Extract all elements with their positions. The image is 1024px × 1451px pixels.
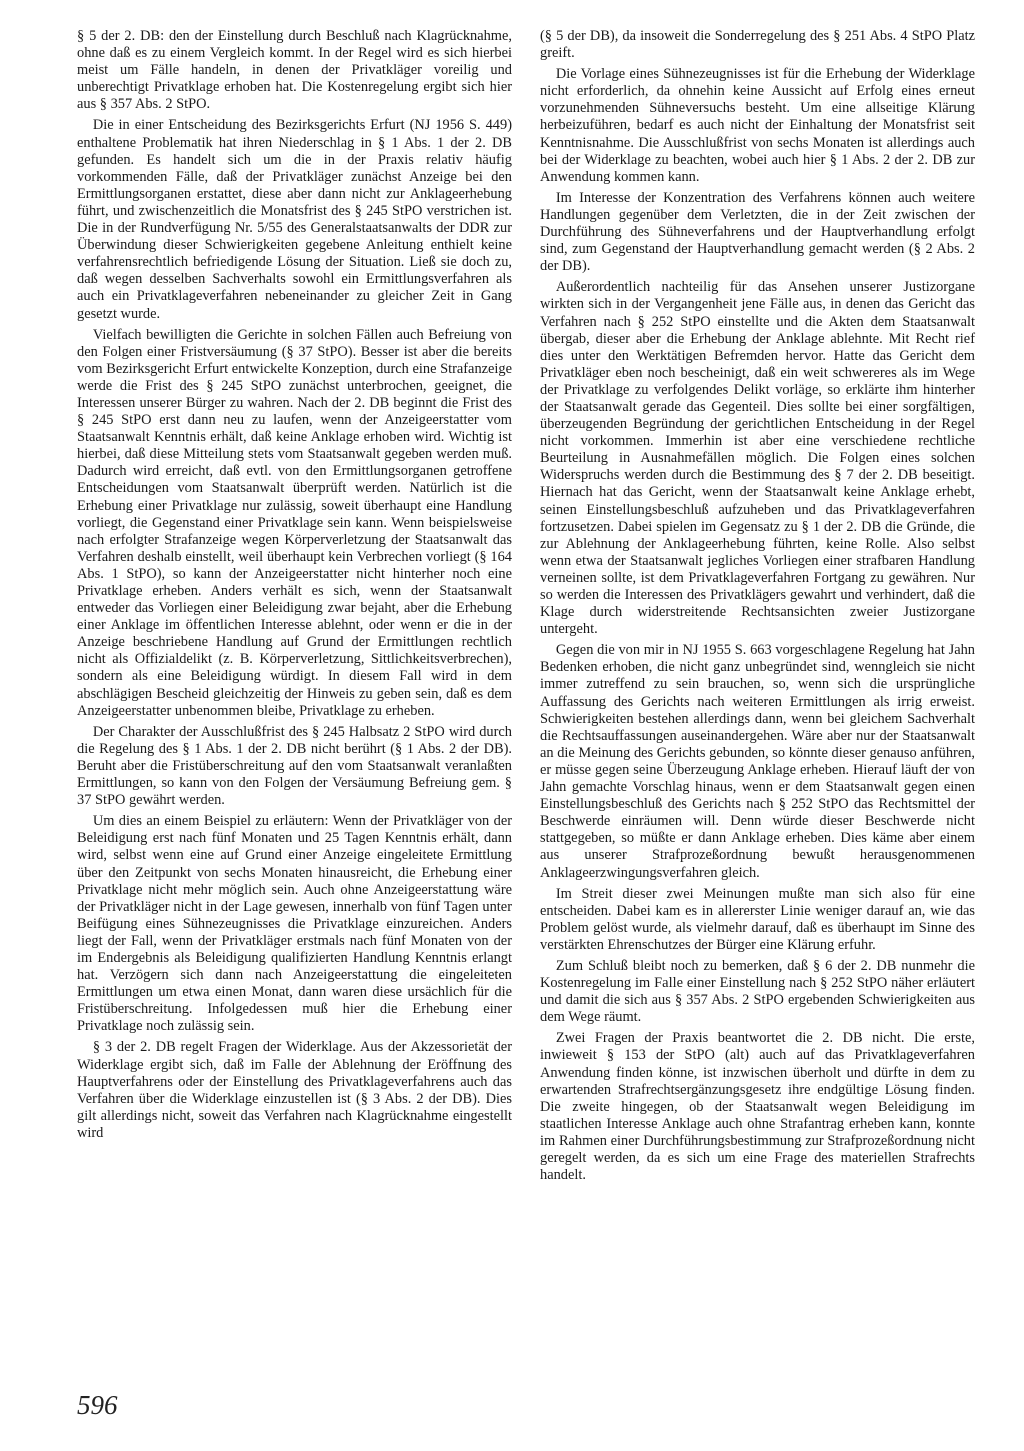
paragraph: Vielfach bewilligten die Gerichte in solchen Fällen auch Befreiung von den Folgen einer Fristversäumung (§ 37 StPO). Besser ist aber die bereits vom Bezirksgericht Erfurt entwickelte Konzeption, durch eine Strafanzeige werde die Frist des § 245 StPO zunächst unterbrochen, geeignet, die Interessen unserer Bürger zu wahren. Nach der 2. DB beginnt die Frist des § 245 StPO erst dann neu zu laufen, wenn der Anzeigeerstatter vom Staatsanwalt Kenntnis erhält, daß keine Anklage erhoben wird. Wichtig ist hierbei, daß diese Mitteilung stets vom Staatsanwalt gegeben werden muß. Dadurch wird erreicht, daß evtl. von den Ermittlungsorganen getroffene Entscheidungen vom Staatsanwalt überprüft werden. Natürlich ist die Erhebung einer Privatklage nur zulässig, soweit überhaupt eine Handlung vorliegt, die Gegenstand einer Privatklage sein kann. Wenn beispielsweise nach erfolgter Strafanzeige wegen Körperverletzung der Staatsanwalt das Verfahren deshalb einstellt, weil überhaupt kein Verbrechen vorliegt (§ 164 Abs. 1 StPO), so kann der Anzeigeerstatter nicht hinterher noch eine Privatklage erheben. Anders verhält es sich, wenn der Staatsanwalt entweder das Vorliegen einer Beleidigung zwar bejaht, aber die Erhebung einer Anklage im öffentlichen Interesse ablehnt, oder wenn er die in der Anzeige beschriebene Handlung auf Grund der Ermittlungen rechtlich nicht als Offizialdelikt (z. B. Körperverletzung, Sittlichkeitsverbrechen), sondern als eine Beleidigung würdigt. In diesem Fall wird in dem abschlägigen Bescheid gleichzeitig der Hinweis zu geben sein, daß es dem Anzeigeerstatter unbenommen bleibe, Privatklage zu erheben. <box>77 326 512 719</box>
paragraph: Gegen die von mir in NJ 1955 S. 663 vorgeschlagene Regelung hat Jahn Bedenken erhoben, die nicht ganz unbegründet sind, wenngleich sie nicht immer zutreffend zu sein brauchen, so, wenn sich die ursprüngliche Auffassung des Gerichts nach weiteren Ermittlungen als irrig erweist. Schwierigkeiten bestehen allerdings dann, wenn bei gleichem Sachverhalt die Rechtsauffassungen auseinandergehen. Wäre aber nur der Staatsanwalt an die Meinung des Gerichts gebunden, so könnte dieser genauso anführen, er müsse gegen seine Überzeugung Anklage erheben. Hierauf läuft der von Jahn gemachte Vorschlag hinaus, wenn er dem Staatsanwalt gegen einen Einstellungsbeschluß des Gerichts nach § 252 StPO das Rechtsmittel der Beschwerde einräumen will. Denn würde dieser Beschwerde nicht stattgegeben, so müßte er dann Anklage erheben. Dies käme aber einem aus unserer Strafprozeßordnung bewußt herausgenommenen Anklageerzwingungsverfahren gleich. <box>540 642 975 881</box>
paragraph: Zwei Fragen der Praxis beantwortet die 2. DB nicht. Die erste, inwieweit § 153 der StPO (alt) auch auf das Privatklageverfahren Anwendung finden könne, ist inzwischen überholt und dürfte in dem zu erwartenden Strafrechtsergänzungsgesetz ihre endgültige Lösung finden. Die zweite hingegen, ob der Staatsanwalt wegen Beleidigung im staatlichen Interesse Anklage auch ohne Strafantrag erheben kann, konnte im Rahmen einer Durchführungsbestimmung zur Strafprozeßordnung nicht geregelt werden, da es sich um eine Frage des materiellen Strafrechts handelt. <box>540 1030 975 1184</box>
paragraph: Die Vorlage eines Sühnezeugnisses ist für die Erhebung der Widerklage nicht erforderlich, da ohnehin keine Aussicht auf Erfolg eines erneut vorzunehmenden Sühneversuchs besteht. Um eine allseitige Klärung herbeizuführen, bedarf es auch nicht der Einhaltung der Monatsfrist seit Kenntnisnahme. Die Ausschlußfrist von sechs Monaten ist allerdings auch bei der Widerklage zu beachten, wobei auch hier § 1 Abs. 2 der 2. DB zur Anwendung kommen kann. <box>540 66 975 185</box>
left-column <box>77 28 512 1146</box>
paragraph: Der Charakter der Ausschlußfrist des § 245 Halbsatz 2 StPO wird durch die Regelung des § 1 Abs. 1 der 2. DB nicht berührt (§ 1 Abs. 2 der DB). Beruht aber die Fristüberschreitung auf den vom Staatsanwalt veranlaßten Ermittlungen, so kann von den Folgen der Versäumung Befreiung gem. § 37 StPO gewährt werden. <box>77 723 512 809</box>
page-number: 596 <box>77 1390 118 1420</box>
paragraph: Die in einer Entscheidung des Bezirksgerichts Erfurt (NJ 1956 S. 449) enthaltene Problematik hat ihren Niederschlag in § 1 Abs. 1 der 2. DB gefunden. Es handelt sich um die in der Praxis relativ häufig vorkommenden Fälle, daß der Privatkläger zunächst Anzeige bei den Ermittlungsorganen erstattet, diese aber dann nicht zur Anklageerhebung führt, und zwischenzeitlich die Monatsfrist des § 245 StPO verstrichen ist. Die in der Rundverfügung Nr. 5/55 des Generalstaatsanwalts der DDR zur Überwindung dieser Schwierigkeiten gegebene Anleitung enthielt keine verfahrensrechtlich befriedigende Lösung der Situation. Ließ sie doch zu, daß wegen desselben Sachverhalts sowohl ein Ermittlungsverfahren als auch ein Privatklageverfahren nebeneinander zu gleicher Zeit in Gang gesetzt wurde. <box>77 117 512 322</box>
paragraph: (§ 5 der DB), da insoweit die Sonderregelung des § 251 Abs. 4 StPO Platz greift. <box>540 28 975 62</box>
paragraph: § 3 der 2. DB regelt Fragen der Widerklage. Aus der Akzessorietät der Widerklage ergibt sich, daß im Falle der Ablehnung der Eröffnung des Hauptverfahrens oder der Einstellung des Privatklageverfahrens auch das Verfahren über die Widerklage einzustellen ist (§ 3 Abs. 2 der DB). Dies gilt allerdings nicht, soweit das Verfahren nach Klagrücknahme eingestellt wird <box>77 1039 512 1141</box>
paragraph: Um dies an einem Beispiel zu erläutern: Wenn der Privatkläger von der Beleidigung erst nach fünf Monaten und 25 Tagen Kenntnis erhält, dann wird, selbst wenn eine auf Grund einer Anzeige eingeleitete Ermittlung über den Zeitpunkt von sechs Monaten hinausreicht, die Erhebung einer Privatklage nicht mehr möglich sein. Auch ohne Anzeigeerstattung wäre der Privatkläger nicht in der Lage gewesen, innerhalb von fünf Tagen unter Beifügung eines Sühnezeugnisses die Privatklage einzureichen. Anders liegt der Fall, wenn der Privatkläger erstmals nach fünf Monaten von der im Endergebnis als Beleidigung qualifizierten Handlung Kenntnis erlangt hat. Verzögern sich dann nach Anzeigeerstattung die eingeleiteten Ermittlungen um etwa einen Monat, dann waren diese ursächlich für die Fristüberschreitung. Infolgedessen muß hier die Erhebung einer Privatklage noch zulässig sein. <box>77 813 512 1035</box>
paragraph: Im Interesse der Konzentration des Verfahrens können auch weitere Handlungen gegenüber dem Verletzten, die in der Zeit zwischen der Durchführung des Sühneverfahrens und der Hauptverhandlung erfolgt sind, zum Gegenstand der Hauptverhandlung gemacht werden (§ 2 Abs. 2 der DB). <box>540 189 975 275</box>
paragraph: Im Streit dieser zwei Meinungen mußte man sich also für eine entscheiden. Dabei kam es in allererster Linie weniger darauf an, wie das Problem gelöst wurde, als vielmehr darauf, daß es überhaupt im Sinne des verstärkten Ehrenschutzes der Bürger eine Klärung erfuhr. <box>540 885 975 953</box>
paragraph: Zum Schluß bleibt noch zu bemerken, daß § 6 der 2. DB nunmehr die Kostenregelung im Falle einer Einstellung nach § 252 StPO näher erläutert und damit die sich aus § 357 Abs. 2 StPO ergebenden Schwierigkeiten aus dem Wege räumt. <box>540 957 975 1026</box>
paragraph: § 5 der 2. DB: den der Einstellung durch Beschluß nach Klagrücknahme, ohne daß es zu einem Vergleich kommt. In der Regel wird es sich hierbei meist um Fälle handeln, in denen der Privatkläger voreilig und unberechtigt Privatklage erhoben hat. Die Kostenregelung ergibt sich hier aus § 357 Abs. 2 StPO. <box>77 28 512 113</box>
right-column <box>540 28 975 1188</box>
paragraph: Außerordentlich nachteilig für das Ansehen unserer Justizorgane wirkten sich in der Vergangenheit jene Fälle aus, in denen das Gericht das Verfahren nach § 252 StPO einstellte und die Akten dem Staatsanwalt übergab, dieser aber die Erhebung der Anklage ablehnte. Mit Recht rief dies unter den Werktätigen Befremden hervor. Hatte das Gericht dem Privatkläger eben noch bescheinigt, daß ein weit schwereres als im Wege der Privatklage zu verfolgendes Delikt vorläge, so erklärte ihm hinterher der Staatsanwalt gerade das Gegenteil. Dies sollte bei einer sorgfältigen, überzeugenden Begründung der gerichtlichen Entscheidung in der Regel nicht vorkommen. Immerhin ist aber eine verschiedene rechtliche Beurteilung in Ausnahmefällen möglich. Die Folgen eines solchen Widerspruchs werden durch die Bestimmung des § 7 der 2. DB beseitigt. Hiernach hat das Gericht, wenn der Staatsanwalt keine Anklage erhebt, seinen Einstellungsbeschluß aufzuheben und das Privatklageverfahren fortzusetzen. Dabei spielen im Gegensatz zu § 1 der 2. DB die Gründe, die zur Ablehnung der Anklageerhebung führten, keine Rolle. Also selbst wenn etwa der Staatsanwalt jegliches Vorliegen einer strafbaren Handlung verneinen sollte, ist dem Privatklageverfahren Fortgang zu gewähren. Nur so werden die Interessen des Privatklägers gewahrt und verhindert, daß die Klage durch widerstreitende Rechtsansichten zweier Justizorgane untergeht. <box>540 279 975 638</box>
